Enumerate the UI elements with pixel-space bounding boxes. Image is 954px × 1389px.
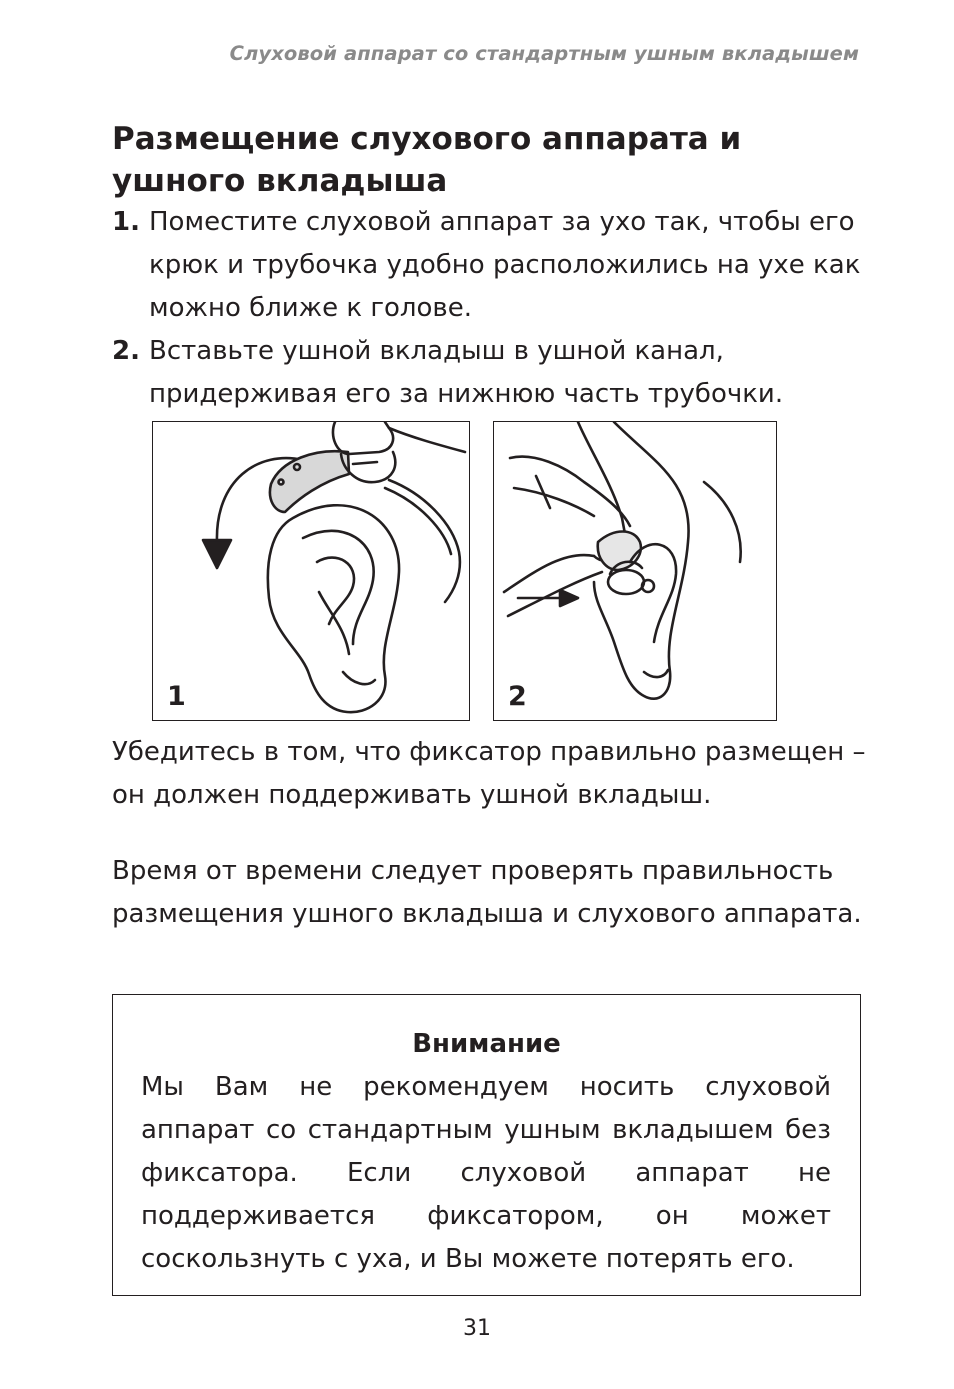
fixator-ring (608, 570, 644, 594)
warning-title: Внимание (412, 1029, 561, 1059)
figure-2-insert-earpiece (493, 421, 777, 721)
step-2-text: Вставьте ушной вкладыш в ушной канал, придерживая его за нижнюю часть трубочки. (149, 336, 784, 409)
finger-nail (353, 462, 377, 464)
ear-lobe-fold (343, 672, 375, 684)
arrow-head-icon (203, 540, 231, 568)
figure-1-label: 1 (167, 681, 186, 712)
hearing-aid-tube (389, 480, 460, 602)
ear-with-earpiece-illustration (494, 422, 775, 719)
figure-1-place-hearing-aid (152, 421, 470, 721)
ear-antihelix (317, 558, 354, 624)
finger-line (514, 488, 594, 516)
step-1-number: 1. (112, 207, 140, 237)
warning-text: Мы Вам не рекомендуем носить слуховой аппарат со стандартным ушным вкладышем без фиксатора. Если слуховой аппарат не поддерживается фиксатором, он может соскользнуть с уха, и Вы можете потерять его. (141, 1072, 831, 1274)
section-title: Размещение слухового аппарата и ушного вкладыша (112, 121, 742, 199)
step-2 (112, 330, 872, 416)
hand-lower (504, 555, 594, 592)
hearing-aid-body (270, 451, 349, 512)
ear-helix-back (704, 482, 741, 562)
running-header: Слуховой аппарат со стандартным ушным вкладышем (229, 42, 859, 65)
arrow-head-icon (560, 590, 578, 606)
periodic-check-paragraph: Время от времени следует проверять правильность размещения ушного вкладыша и слухового аппарата. (112, 856, 862, 929)
page-number: 31 (463, 1316, 491, 1341)
step-1-text: Поместите слуховой аппарат за ухо так, чтобы его крюк и трубочка удобно расположились на ухе как можно ближе к голове. (149, 207, 861, 323)
warning-box (112, 994, 861, 1296)
ear-with-hearing-aid-illustration (153, 422, 468, 719)
fingers (333, 422, 393, 454)
step-2-number: 2. (112, 336, 140, 366)
ear-outline (268, 505, 399, 712)
ear-lobe-fold (644, 670, 668, 677)
instruction-steps (112, 201, 872, 416)
hand-outline (389, 428, 465, 452)
fixator-check-paragraph: Убедитесь в том, что фиксатор правильно размещен – он должен поддерживать ушной вкладыш. (112, 737, 866, 810)
figure-2-label: 2 (508, 681, 527, 712)
step-1 (112, 201, 872, 330)
